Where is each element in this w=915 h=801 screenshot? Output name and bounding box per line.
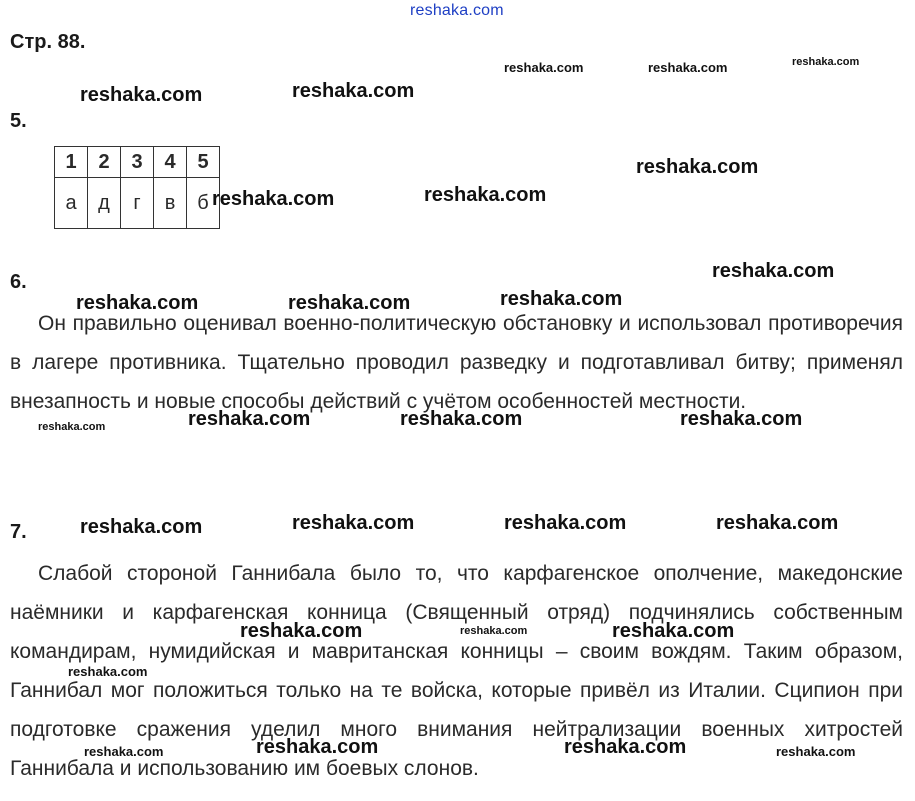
watermark: reshaka.com (84, 744, 164, 759)
answer-cell: а (55, 178, 88, 229)
task-7-text: Слабой стороной Ганнибала было то, что карфагенское ополчение, македонские наёмники и карфагенская конница (Священный отряд) подчинялись собственным командирам, нумидийская и мавританская конницы – своим вождям. Таким образом, Ганнибал мог положиться только на те войска, которые привёл из Италии. Сципион при подготовке сражения уделил много внимания нейтрализации военных хитростей Ганнибала и использованию им боевых слонов. (10, 562, 903, 780)
page-label: Стр. 88. (10, 31, 86, 53)
watermark: reshaka.com (504, 512, 627, 534)
watermark: reshaka.com (712, 260, 835, 282)
watermark: reshaka.com (716, 512, 839, 534)
watermark: reshaka.com (38, 421, 106, 433)
header-cell: 3 (121, 147, 154, 178)
watermark: reshaka.com (612, 620, 735, 642)
header-cell: 5 (187, 147, 220, 178)
watermark: reshaka.com (80, 84, 203, 106)
header-cell: 1 (55, 147, 88, 178)
header-cell: 4 (154, 147, 187, 178)
task-6-text: Он правильно оценивал военно-политическую обстановку и использовал противоречия в лагере противника. Тщательно проводил разведку и подготавливал битву; применял внезапность и новые способы действий с учётом особенностей местности. (10, 312, 903, 413)
watermark: reshaka.com (504, 60, 584, 75)
task-6-number: 6. (10, 271, 27, 293)
watermark: reshaka.com (68, 664, 148, 679)
watermark: reshaka.com (80, 516, 203, 538)
watermark: reshaka.com (212, 188, 335, 210)
watermark: reshaka.com (564, 736, 687, 758)
watermark: reshaka.com (256, 736, 379, 758)
watermark: reshaka.com (636, 156, 759, 178)
watermark: reshaka.com (400, 408, 523, 430)
watermark: reshaka.com (424, 184, 547, 206)
watermark: reshaka.com (292, 80, 415, 102)
watermark: reshaka.com (240, 620, 363, 642)
header-cell: 2 (88, 147, 121, 178)
watermark: reshaka.com (288, 292, 411, 314)
watermark: reshaka.com (76, 292, 199, 314)
watermark: reshaka.com (500, 288, 623, 310)
answer-cell: в (154, 178, 187, 229)
answer-cell: д (88, 178, 121, 229)
answers-value-row (55, 178, 220, 229)
top-watermark: reshaka.com (410, 2, 504, 19)
watermark: reshaka.com (792, 56, 860, 68)
watermark: reshaka.com (292, 512, 415, 534)
task-7-number: 7. (10, 521, 27, 543)
task-5-number: 5. (10, 110, 27, 132)
answer-cell: г (121, 178, 154, 229)
watermark: reshaka.com (648, 60, 728, 75)
answers-header-row (55, 147, 220, 178)
watermark: reshaka.com (188, 408, 311, 430)
answer-cell: б (187, 178, 220, 229)
answers-table (54, 146, 220, 229)
watermark: reshaka.com (776, 744, 856, 759)
watermark: reshaka.com (680, 408, 803, 430)
watermark: reshaka.com (460, 625, 528, 637)
